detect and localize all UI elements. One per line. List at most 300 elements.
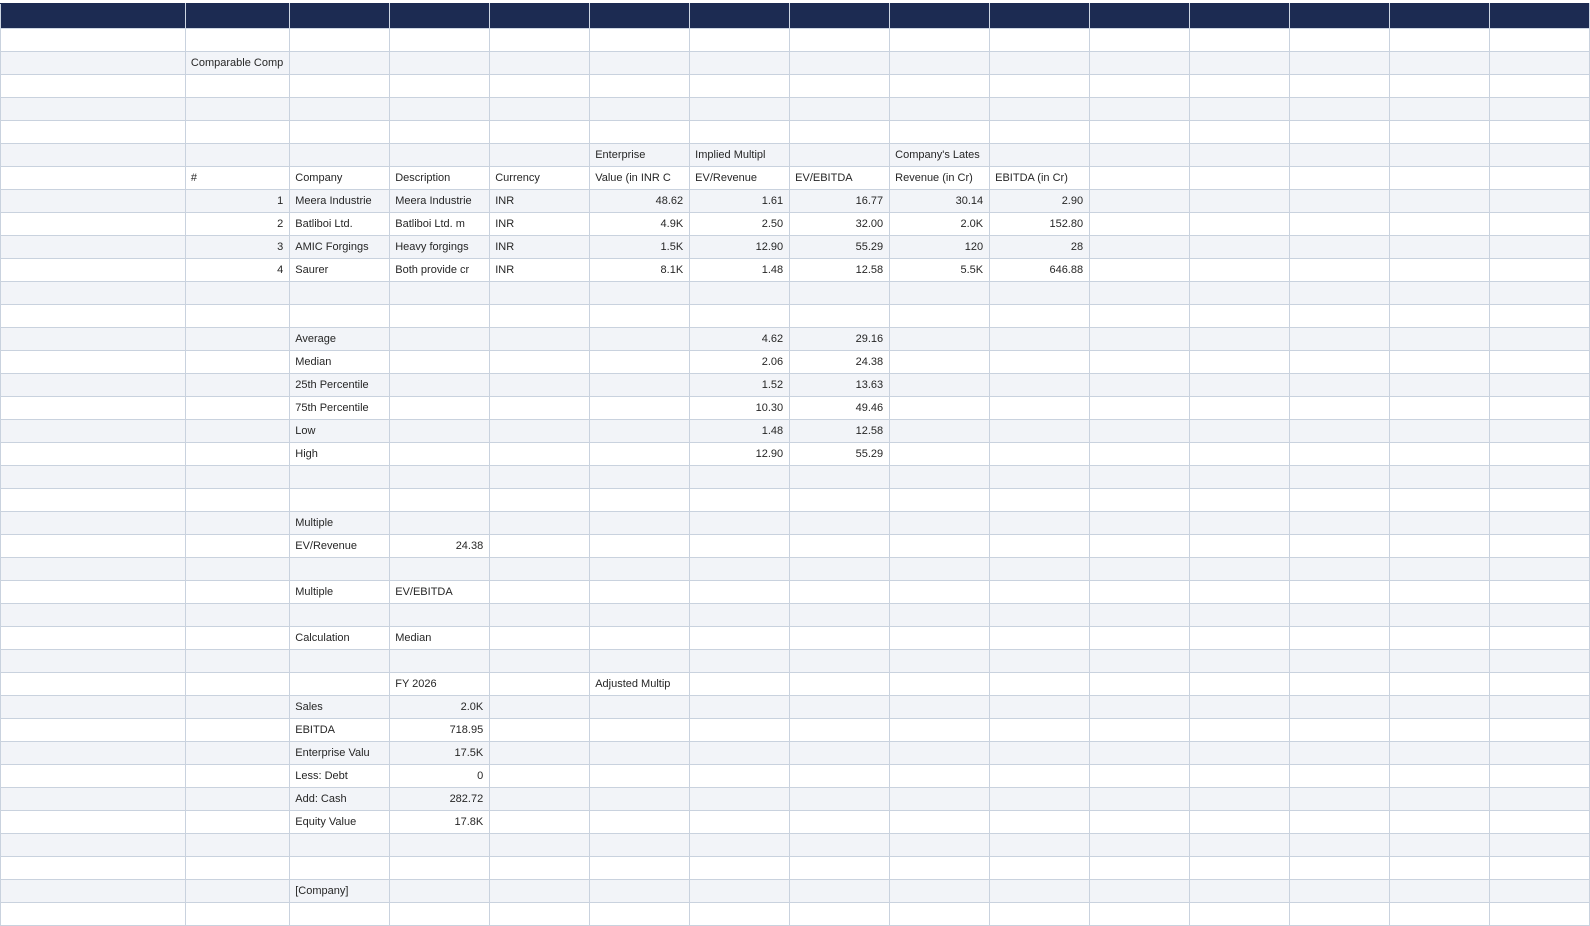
cell-A7[interactable] — [1, 167, 186, 190]
cell-C17[interactable]: 75th Percentile — [290, 397, 390, 420]
cell-D22[interactable] — [390, 512, 490, 535]
cell-E31[interactable] — [490, 719, 590, 742]
cell-F39[interactable] — [590, 903, 690, 926]
cell-O27[interactable] — [1489, 627, 1589, 650]
cell-C35[interactable]: Equity Value — [290, 811, 390, 834]
cell-H15[interactable]: 24.38 — [790, 351, 890, 374]
cell-B13[interactable] — [185, 305, 289, 328]
cell-I16[interactable] — [890, 374, 990, 397]
cell-D34[interactable]: 282.72 — [390, 788, 490, 811]
cell-M20[interactable] — [1290, 466, 1390, 489]
cell-C20[interactable] — [290, 466, 390, 489]
cell-N30[interactable] — [1389, 696, 1489, 719]
cell-I23[interactable] — [890, 535, 990, 558]
cell-K34[interactable] — [1090, 788, 1190, 811]
cell-B2[interactable]: Comparable Comp — [185, 52, 289, 75]
cell-N27[interactable] — [1389, 627, 1489, 650]
cell-G27[interactable] — [690, 627, 790, 650]
cell-K37[interactable] — [1090, 857, 1190, 880]
cell-J4[interactable] — [990, 98, 1090, 121]
cell-B3[interactable] — [185, 75, 289, 98]
cell-F0[interactable] — [590, 4, 690, 29]
cell-G5[interactable] — [690, 121, 790, 144]
cell-O39[interactable] — [1489, 903, 1589, 926]
cell-A32[interactable] — [1, 742, 186, 765]
cell-N38[interactable] — [1389, 880, 1489, 903]
cell-K38[interactable] — [1090, 880, 1190, 903]
cell-N33[interactable] — [1389, 765, 1489, 788]
cell-A21[interactable] — [1, 489, 186, 512]
cell-A27[interactable] — [1, 627, 186, 650]
cell-D28[interactable] — [390, 650, 490, 673]
cell-K35[interactable] — [1090, 811, 1190, 834]
cell-L29[interactable] — [1190, 673, 1290, 696]
cell-F9[interactable]: 4.9K — [590, 213, 690, 236]
cell-F24[interactable] — [590, 558, 690, 581]
cell-C13[interactable] — [290, 305, 390, 328]
cell-G9[interactable]: 2.50 — [690, 213, 790, 236]
cell-I0[interactable] — [890, 4, 990, 29]
cell-I4[interactable] — [890, 98, 990, 121]
cell-E19[interactable] — [490, 443, 590, 466]
cell-F17[interactable] — [590, 397, 690, 420]
cell-M6[interactable] — [1290, 144, 1390, 167]
cell-K26[interactable] — [1090, 604, 1190, 627]
cell-G16[interactable]: 1.52 — [690, 374, 790, 397]
cell-O38[interactable] — [1489, 880, 1589, 903]
cell-E2[interactable] — [490, 52, 590, 75]
cell-F31[interactable] — [590, 719, 690, 742]
cell-I31[interactable] — [890, 719, 990, 742]
cell-D37[interactable] — [390, 857, 490, 880]
cell-O28[interactable] — [1489, 650, 1589, 673]
cell-K11[interactable] — [1090, 259, 1190, 282]
cell-C36[interactable] — [290, 834, 390, 857]
cell-L34[interactable] — [1190, 788, 1290, 811]
cell-M16[interactable] — [1290, 374, 1390, 397]
cell-O2[interactable] — [1489, 52, 1589, 75]
cell-K13[interactable] — [1090, 305, 1190, 328]
cell-I36[interactable] — [890, 834, 990, 857]
cell-I20[interactable] — [890, 466, 990, 489]
cell-G32[interactable] — [690, 742, 790, 765]
cell-A20[interactable] — [1, 466, 186, 489]
cell-E34[interactable] — [490, 788, 590, 811]
cell-O10[interactable] — [1489, 236, 1589, 259]
cell-G8[interactable]: 1.61 — [690, 190, 790, 213]
cell-D36[interactable] — [390, 834, 490, 857]
cell-K36[interactable] — [1090, 834, 1190, 857]
cell-E4[interactable] — [490, 98, 590, 121]
cell-K23[interactable] — [1090, 535, 1190, 558]
cell-E5[interactable] — [490, 121, 590, 144]
cell-H13[interactable] — [790, 305, 890, 328]
cell-I18[interactable] — [890, 420, 990, 443]
cell-O33[interactable] — [1489, 765, 1589, 788]
cell-H36[interactable] — [790, 834, 890, 857]
cell-J22[interactable] — [990, 512, 1090, 535]
cell-I7[interactable]: Revenue (in Cr) — [890, 167, 990, 190]
cell-E8[interactable]: INR — [490, 190, 590, 213]
cell-F38[interactable] — [590, 880, 690, 903]
cell-L23[interactable] — [1190, 535, 1290, 558]
cell-L12[interactable] — [1190, 282, 1290, 305]
cell-B33[interactable] — [185, 765, 289, 788]
cell-K32[interactable] — [1090, 742, 1190, 765]
cell-K6[interactable] — [1090, 144, 1190, 167]
cell-E0[interactable] — [490, 4, 590, 29]
cell-N18[interactable] — [1389, 420, 1489, 443]
cell-C8[interactable]: Meera Industrie — [290, 190, 390, 213]
cell-G26[interactable] — [690, 604, 790, 627]
cell-J39[interactable] — [990, 903, 1090, 926]
cell-N31[interactable] — [1389, 719, 1489, 742]
cell-H14[interactable]: 29.16 — [790, 328, 890, 351]
cell-O21[interactable] — [1489, 489, 1589, 512]
cell-E1[interactable] — [490, 29, 590, 52]
cell-E10[interactable]: INR — [490, 236, 590, 259]
cell-N21[interactable] — [1389, 489, 1489, 512]
cell-H21[interactable] — [790, 489, 890, 512]
cell-K12[interactable] — [1090, 282, 1190, 305]
cell-K17[interactable] — [1090, 397, 1190, 420]
cell-D33[interactable]: 0 — [390, 765, 490, 788]
cell-A39[interactable] — [1, 903, 186, 926]
cell-K10[interactable] — [1090, 236, 1190, 259]
cell-L32[interactable] — [1190, 742, 1290, 765]
cell-L9[interactable] — [1190, 213, 1290, 236]
cell-H25[interactable] — [790, 581, 890, 604]
cell-J18[interactable] — [990, 420, 1090, 443]
cell-B24[interactable] — [185, 558, 289, 581]
cell-A14[interactable] — [1, 328, 186, 351]
cell-K39[interactable] — [1090, 903, 1190, 926]
cell-J30[interactable] — [990, 696, 1090, 719]
cell-E35[interactable] — [490, 811, 590, 834]
cell-L14[interactable] — [1190, 328, 1290, 351]
cell-O36[interactable] — [1489, 834, 1589, 857]
cell-A13[interactable] — [1, 305, 186, 328]
cell-J2[interactable] — [990, 52, 1090, 75]
cell-D0[interactable] — [390, 4, 490, 29]
cell-F36[interactable] — [590, 834, 690, 857]
cell-G22[interactable] — [690, 512, 790, 535]
cell-I35[interactable] — [890, 811, 990, 834]
cell-M7[interactable] — [1290, 167, 1390, 190]
cell-O14[interactable] — [1489, 328, 1589, 351]
cell-E13[interactable] — [490, 305, 590, 328]
cell-E38[interactable] — [490, 880, 590, 903]
cell-F14[interactable] — [590, 328, 690, 351]
cell-J6[interactable] — [990, 144, 1090, 167]
cell-L4[interactable] — [1190, 98, 1290, 121]
cell-J19[interactable] — [990, 443, 1090, 466]
cell-O18[interactable] — [1489, 420, 1589, 443]
cell-O15[interactable] — [1489, 351, 1589, 374]
cell-L28[interactable] — [1190, 650, 1290, 673]
cell-M5[interactable] — [1290, 121, 1390, 144]
cell-C11[interactable]: Saurer — [290, 259, 390, 282]
cell-N32[interactable] — [1389, 742, 1489, 765]
cell-M30[interactable] — [1290, 696, 1390, 719]
cell-H30[interactable] — [790, 696, 890, 719]
cell-C5[interactable] — [290, 121, 390, 144]
cell-B8[interactable]: 1 — [185, 190, 289, 213]
cell-C32[interactable]: Enterprise Valu — [290, 742, 390, 765]
cell-E3[interactable] — [490, 75, 590, 98]
cell-B12[interactable] — [185, 282, 289, 305]
cell-G33[interactable] — [690, 765, 790, 788]
cell-N37[interactable] — [1389, 857, 1489, 880]
cell-J36[interactable] — [990, 834, 1090, 857]
cell-H38[interactable] — [790, 880, 890, 903]
cell-C30[interactable]: Sales — [290, 696, 390, 719]
cell-L13[interactable] — [1190, 305, 1290, 328]
cell-I37[interactable] — [890, 857, 990, 880]
cell-G38[interactable] — [690, 880, 790, 903]
cell-I21[interactable] — [890, 489, 990, 512]
cell-C4[interactable] — [290, 98, 390, 121]
cell-N11[interactable] — [1389, 259, 1489, 282]
cell-E21[interactable] — [490, 489, 590, 512]
cell-A29[interactable] — [1, 673, 186, 696]
cell-G29[interactable] — [690, 673, 790, 696]
cell-M8[interactable] — [1290, 190, 1390, 213]
cell-L31[interactable] — [1190, 719, 1290, 742]
cell-G30[interactable] — [690, 696, 790, 719]
cell-C16[interactable]: 25th Percentile — [290, 374, 390, 397]
cell-G39[interactable] — [690, 903, 790, 926]
cell-G28[interactable] — [690, 650, 790, 673]
cell-D25[interactable]: EV/EBITDA — [390, 581, 490, 604]
cell-L7[interactable] — [1190, 167, 1290, 190]
cell-L0[interactable] — [1190, 4, 1290, 29]
cell-G24[interactable] — [690, 558, 790, 581]
cell-B34[interactable] — [185, 788, 289, 811]
cell-B23[interactable] — [185, 535, 289, 558]
cell-L26[interactable] — [1190, 604, 1290, 627]
cell-I27[interactable] — [890, 627, 990, 650]
cell-G20[interactable] — [690, 466, 790, 489]
cell-C38[interactable]: [Company] — [290, 880, 390, 903]
cell-F12[interactable] — [590, 282, 690, 305]
cell-D5[interactable] — [390, 121, 490, 144]
cell-C33[interactable]: Less: Debt — [290, 765, 390, 788]
cell-B16[interactable] — [185, 374, 289, 397]
cell-N6[interactable] — [1389, 144, 1489, 167]
cell-A11[interactable] — [1, 259, 186, 282]
cell-M26[interactable] — [1290, 604, 1390, 627]
cell-C9[interactable]: Batliboi Ltd. — [290, 213, 390, 236]
cell-C28[interactable] — [290, 650, 390, 673]
cell-M28[interactable] — [1290, 650, 1390, 673]
cell-M32[interactable] — [1290, 742, 1390, 765]
cell-D39[interactable] — [390, 903, 490, 926]
cell-B21[interactable] — [185, 489, 289, 512]
cell-C24[interactable] — [290, 558, 390, 581]
cell-H18[interactable]: 12.58 — [790, 420, 890, 443]
cell-J27[interactable] — [990, 627, 1090, 650]
cell-A18[interactable] — [1, 420, 186, 443]
cell-A26[interactable] — [1, 604, 186, 627]
cell-B10[interactable]: 3 — [185, 236, 289, 259]
cell-G18[interactable]: 1.48 — [690, 420, 790, 443]
cell-G15[interactable]: 2.06 — [690, 351, 790, 374]
cell-J0[interactable] — [990, 4, 1090, 29]
cell-F22[interactable] — [590, 512, 690, 535]
cell-C14[interactable]: Average — [290, 328, 390, 351]
cell-J20[interactable] — [990, 466, 1090, 489]
cell-A34[interactable] — [1, 788, 186, 811]
cell-C29[interactable] — [290, 673, 390, 696]
cell-J5[interactable] — [990, 121, 1090, 144]
cell-N17[interactable] — [1389, 397, 1489, 420]
cell-O37[interactable] — [1489, 857, 1589, 880]
cell-H34[interactable] — [790, 788, 890, 811]
cell-A3[interactable] — [1, 75, 186, 98]
cell-I34[interactable] — [890, 788, 990, 811]
cell-D20[interactable] — [390, 466, 490, 489]
cell-A36[interactable] — [1, 834, 186, 857]
cell-B38[interactable] — [185, 880, 289, 903]
cell-A24[interactable] — [1, 558, 186, 581]
cell-D27[interactable]: Median — [390, 627, 490, 650]
cell-E24[interactable] — [490, 558, 590, 581]
cell-K22[interactable] — [1090, 512, 1190, 535]
cell-G21[interactable] — [690, 489, 790, 512]
cell-E25[interactable] — [490, 581, 590, 604]
cell-K20[interactable] — [1090, 466, 1190, 489]
cell-D3[interactable] — [390, 75, 490, 98]
cell-K27[interactable] — [1090, 627, 1190, 650]
cell-C37[interactable] — [290, 857, 390, 880]
cell-I30[interactable] — [890, 696, 990, 719]
cell-O1[interactable] — [1489, 29, 1589, 52]
cell-J37[interactable] — [990, 857, 1090, 880]
cell-M15[interactable] — [1290, 351, 1390, 374]
cell-G36[interactable] — [690, 834, 790, 857]
cell-N34[interactable] — [1389, 788, 1489, 811]
cell-H22[interactable] — [790, 512, 890, 535]
cell-D12[interactable] — [390, 282, 490, 305]
cell-H4[interactable] — [790, 98, 890, 121]
cell-D15[interactable] — [390, 351, 490, 374]
cell-E33[interactable] — [490, 765, 590, 788]
cell-A25[interactable] — [1, 581, 186, 604]
cell-C1[interactable] — [290, 29, 390, 52]
cell-A0[interactable] — [1, 4, 186, 29]
cell-L36[interactable] — [1190, 834, 1290, 857]
cell-A4[interactable] — [1, 98, 186, 121]
cell-B5[interactable] — [185, 121, 289, 144]
cell-O29[interactable] — [1489, 673, 1589, 696]
cell-J33[interactable] — [990, 765, 1090, 788]
cell-A38[interactable] — [1, 880, 186, 903]
cell-H23[interactable] — [790, 535, 890, 558]
cell-B14[interactable] — [185, 328, 289, 351]
cell-L21[interactable] — [1190, 489, 1290, 512]
cell-M1[interactable] — [1290, 29, 1390, 52]
cell-C26[interactable] — [290, 604, 390, 627]
cell-L3[interactable] — [1190, 75, 1290, 98]
cell-H16[interactable]: 13.63 — [790, 374, 890, 397]
cell-J31[interactable] — [990, 719, 1090, 742]
cell-K24[interactable] — [1090, 558, 1190, 581]
cell-C39[interactable] — [290, 903, 390, 926]
cell-H20[interactable] — [790, 466, 890, 489]
cell-E12[interactable] — [490, 282, 590, 305]
cell-I24[interactable] — [890, 558, 990, 581]
cell-G4[interactable] — [690, 98, 790, 121]
cell-J29[interactable] — [990, 673, 1090, 696]
cell-D9[interactable]: Batliboi Ltd. m — [390, 213, 490, 236]
cell-N13[interactable] — [1389, 305, 1489, 328]
cell-K21[interactable] — [1090, 489, 1190, 512]
cell-H6[interactable] — [790, 144, 890, 167]
cell-D13[interactable] — [390, 305, 490, 328]
cell-I12[interactable] — [890, 282, 990, 305]
cell-J14[interactable] — [990, 328, 1090, 351]
cell-B28[interactable] — [185, 650, 289, 673]
cell-G14[interactable]: 4.62 — [690, 328, 790, 351]
cell-J34[interactable] — [990, 788, 1090, 811]
cell-H0[interactable] — [790, 4, 890, 29]
cell-E36[interactable] — [490, 834, 590, 857]
cell-O0[interactable] — [1489, 4, 1589, 29]
cell-F23[interactable] — [590, 535, 690, 558]
cell-F16[interactable] — [590, 374, 690, 397]
cell-M17[interactable] — [1290, 397, 1390, 420]
cell-C21[interactable] — [290, 489, 390, 512]
cell-A31[interactable] — [1, 719, 186, 742]
cell-E15[interactable] — [490, 351, 590, 374]
cell-H10[interactable]: 55.29 — [790, 236, 890, 259]
cell-I2[interactable] — [890, 52, 990, 75]
cell-A2[interactable] — [1, 52, 186, 75]
cell-M38[interactable] — [1290, 880, 1390, 903]
cell-B0[interactable] — [185, 4, 289, 29]
cell-A1[interactable] — [1, 29, 186, 52]
cell-E20[interactable] — [490, 466, 590, 489]
cell-O32[interactable] — [1489, 742, 1589, 765]
cell-N28[interactable] — [1389, 650, 1489, 673]
cell-A19[interactable] — [1, 443, 186, 466]
cell-M25[interactable] — [1290, 581, 1390, 604]
cell-N26[interactable] — [1389, 604, 1489, 627]
cell-K16[interactable] — [1090, 374, 1190, 397]
cell-D29[interactable]: FY 2026 — [390, 673, 490, 696]
cell-D1[interactable] — [390, 29, 490, 52]
cell-D10[interactable]: Heavy forgings — [390, 236, 490, 259]
cell-F11[interactable]: 8.1K — [590, 259, 690, 282]
cell-B22[interactable] — [185, 512, 289, 535]
cell-C15[interactable]: Median — [290, 351, 390, 374]
cell-I11[interactable]: 5.5K — [890, 259, 990, 282]
cell-J11[interactable]: 646.88 — [990, 259, 1090, 282]
cell-G35[interactable] — [690, 811, 790, 834]
cell-H11[interactable]: 12.58 — [790, 259, 890, 282]
cell-C6[interactable] — [290, 144, 390, 167]
cell-K1[interactable] — [1090, 29, 1190, 52]
cell-H3[interactable] — [790, 75, 890, 98]
cell-G19[interactable]: 12.90 — [690, 443, 790, 466]
cell-O24[interactable] — [1489, 558, 1589, 581]
cell-F19[interactable] — [590, 443, 690, 466]
cell-I29[interactable] — [890, 673, 990, 696]
cell-L19[interactable] — [1190, 443, 1290, 466]
cell-I32[interactable] — [890, 742, 990, 765]
cell-L11[interactable] — [1190, 259, 1290, 282]
